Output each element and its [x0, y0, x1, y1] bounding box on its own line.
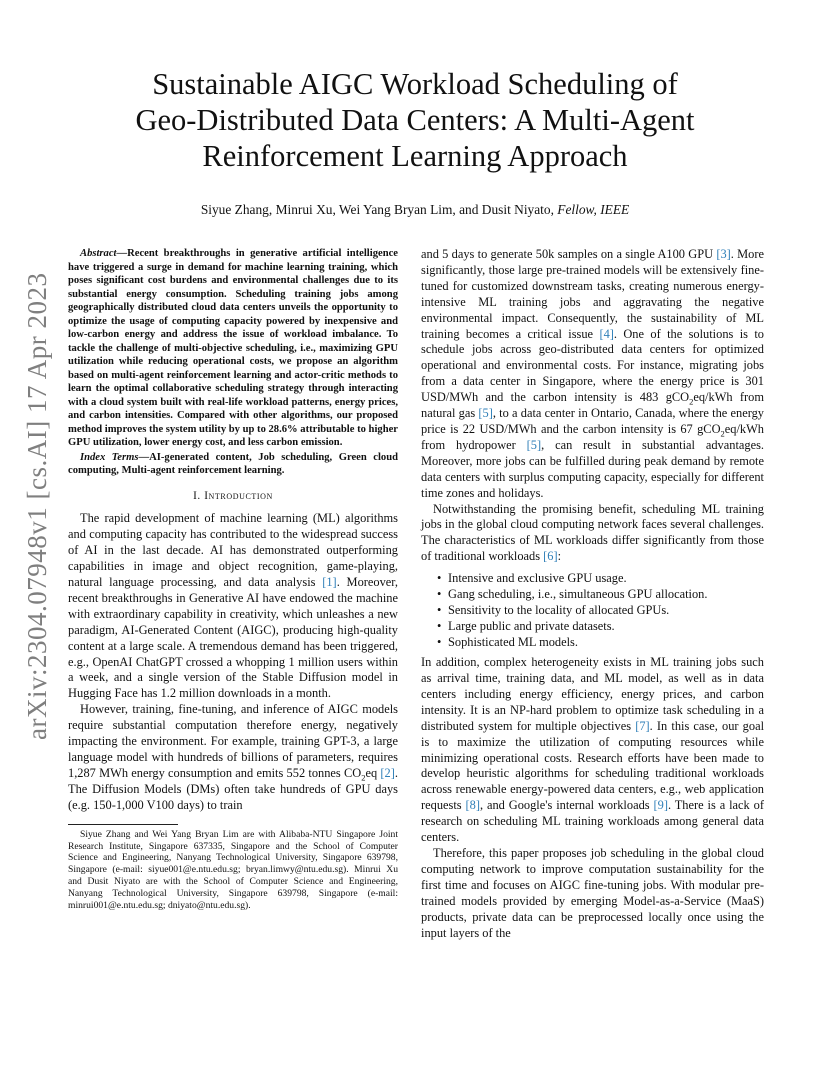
citation-link[interactable]: [8] [465, 798, 480, 813]
text-run: eq/kWh from natural gas [421, 390, 764, 421]
list-item: • Large public and private datasets. [437, 618, 764, 634]
text-run: , can result in substantial advantages. Moreover, more jobs can be fulfilled during peak demand by remote data centers with surplus computing capacity, especially for different time zones and holidays. [421, 437, 764, 500]
text-run: . In this case, our goal is to maximize the utilization of computing resources while minimizing operational costs. Research efforts have been made to develop heuristic algorithms for scheduling traditional workloads across renewable energy-powered data centers, e.g., web application requests [421, 718, 765, 813]
challenge-list [421, 570, 764, 650]
list-item: • Sensitivity to the locality of allocated GPUs. [437, 602, 764, 618]
text-run: . Moreover, recent breakthroughs in Generative AI have endowed the machine with extraordinary capability in creativity, which unleashes a new paradigm, AI-Generated Content (AIGC), producing high-quality content at a large scale. A tremendous demand has been triggered, e.g., OpenAI ChatGPT crossed a whopping 1 million users within a week, and a single version of the Stable Diffusion model in Hugging Face has 1.2 million downloads in a month. [68, 575, 399, 701]
text-run: . There is a lack of research on scheduling ML training workloads among general data centers. [421, 798, 764, 845]
text-run: In addition, complex heterogeneity exists in ML training jobs such as arrival time, training data, and ML model, as well as in data centers including energy efficiency, energy prices, and carbon intensity. It is an NP-hard problem to optimize task scheduling in a distributed system for multiple objectives [421, 655, 764, 733]
index-terms-text: —AI-generated content, Job scheduling, Green cloud computing, Multi-agent reinforcement learning. [68, 451, 398, 476]
author-list [70, 202, 760, 218]
abstract-text: —Recent breakthroughs in generative artificial intelligence have triggered a surge in demand for machine learning training, which poses significant cost burdens and environmental challenges due to its substantial energy consumption. Scheduling training jobs among geographically distributed cloud data centers unveils the opportunity to optimize the usage of computing capacity powered by inexpensive and low-carbon energy and address the issue of workload imbalance. To tackle the challenge of multi-objective scheduling, i.e., maximizing GPU utilization while reducing operational costs, we propose an algorithm based on multi-agent reinforcement learning and actor-critic methods to learn the optimal collaborative scheduling strategy through interacting with a cloud system built with real-life workload patterns, energy prices, and carbon intensities. Compared with other algorithms, our proposed method improves the system utility by up to 28.6% attributable to higher GPU utilization, lower energy cost, and less carbon emission. [68, 248, 398, 448]
text-run: eq [365, 765, 381, 780]
intro-paragraph-2 [68, 702, 398, 813]
list-item: • Gang scheduling, i.e., simultaneous GPU allocation. [437, 586, 764, 602]
author-names: Siyue Zhang, Minrui Xu, Wei Yang Bryan Lim, and Dusit Niyato, [200, 202, 558, 217]
citation-link[interactable]: [7] [635, 718, 650, 733]
index-terms [68, 451, 398, 478]
section-name: Introduction [204, 489, 273, 502]
text-run: . One of the solutions is to schedule jobs across geo-distributed data centers for optimized operational and environmental costs. For instance, migrating jobs from a data center in Singapore, where the energy price is 301 USD/MWh and the carbon intensity is 483 gCO [421, 326, 764, 405]
citation-link[interactable]: [5] [526, 437, 542, 452]
text-run: Notwithstanding the promising benefit, scheduling ML training jobs in the global cloud computing network faces several challenges. The characteristics of ML workloads differ significantly from those of traditional workloads [421, 501, 764, 564]
author-affiliation-footnote: Siyue Zhang and Wei Yang Bryan Lim are with Alibaba-NTU Singapore Joint Research Institute, Singapore 637335, Singapore and the School of Computer Science and Engineering, Nanyang Technological University, Singapore 639798, Singapore (e-mail: siyue001@e.ntu.edu.sg; bryan.limwy@ntu.edu.sg). Minrui Xu and Dusit Niyato are with the School of Computer Science and Engineering, Nanyang Technological University, Singapore 639798, Singapore (e-mail: minrui001@e.ntu.edu.sg; dniyato@ntu.edu.sg). [68, 828, 398, 912]
list-item: • Sophisticated ML models. [437, 634, 764, 650]
arxiv-identifier-stamp: arXiv:2304.07948v1 [cs.AI] 17 Apr 2023 [22, 272, 52, 740]
citation-link[interactable]: [3] [716, 247, 731, 261]
text-run: . The Diffusion Models (DMs) often take hundreds of GPU days (e.g. 150-1,000 V100 days) to train [68, 765, 398, 812]
intro-paragraph-1 [68, 511, 398, 702]
text-run: and 5 days to generate 50k samples on a single A100 GPU [421, 247, 717, 261]
text-run: , to a data center in Ontario, Canada, where the energy price is 22 USD/MWh and the carbon intensity is 67 gCO [421, 406, 764, 436]
index-terms-lead: Index Terms [80, 451, 139, 463]
author-fellowship: Fellow, IEEE [557, 202, 630, 217]
left-column [68, 247, 398, 912]
citation-link[interactable]: [1] [322, 575, 337, 590]
citation-link[interactable]: [6] [543, 549, 558, 564]
subscript: 2 [689, 396, 694, 407]
abstract-lead: Abstract [80, 248, 117, 259]
text-run: The rapid development of machine learning (ML) algorithms and computing capacity has contributed to the widespread success of AI in the last decade. AI has demonstrated outperforming capabilities in image and object recognition, game-playing, natural language processing, and data analysis [68, 511, 398, 590]
intro-paragraph-heterogeneity [421, 655, 764, 846]
footnote-divider [68, 824, 178, 825]
list-item: • Intensive and exclusive GPU usage. [437, 570, 764, 586]
title-line: Geo-Distributed Data Centers: A Multi-Agent [135, 103, 695, 137]
title-line: Reinforcement Learning Approach [202, 139, 628, 173]
subscript: 2 [720, 428, 725, 439]
citation-link[interactable]: [5] [478, 406, 493, 421]
intro-paragraph-challenges [421, 502, 764, 566]
right-column [421, 247, 764, 941]
text-run: However, training, fine-tuning, and inference of AIGC models require substantial computation therefore energy, negatively impacting the environment. For example, training GPT-3, a large language model with hundreds of billions of parameters, requires 1,287 MWh energy consumption and emits 552 tonnes CO [68, 702, 398, 780]
section-number: I. [193, 489, 205, 502]
text-run: . More significantly, those large pre-trained models will be extensively fine-tuned for customized downstream tasks, creating numerous energy-intensive ML training jobs and aggravating the negative environmental impact. Consequently, the sustainability of ML training becomes a critical issue [421, 247, 764, 341]
text-run: : [557, 549, 562, 564]
citation-link[interactable]: [2] [380, 765, 395, 780]
paper-title [70, 66, 760, 174]
section-heading [68, 489, 398, 505]
subscript: 2 [361, 772, 366, 783]
title-line: Sustainable AIGC Workload Scheduling of [152, 67, 678, 101]
intro-paragraph-continued [421, 247, 764, 502]
intro-paragraph-proposal: Therefore, this paper proposes job scheduling in the global cloud computing network to improve computation sustainability for the first time and focuses on AIGC fine-tuning jobs. With modular pre-trained models provided by emerging Model-as-a-Service (MaaS) products, private data can be preprocessed locally once using the input layers of the [421, 846, 764, 940]
citation-link[interactable]: [4] [599, 326, 614, 341]
text-run: eq/kWh from hydropower [421, 421, 764, 452]
text-run: , and Google's internal workloads [479, 798, 654, 813]
citation-link[interactable]: [9] [653, 798, 668, 813]
abstract [68, 247, 398, 450]
